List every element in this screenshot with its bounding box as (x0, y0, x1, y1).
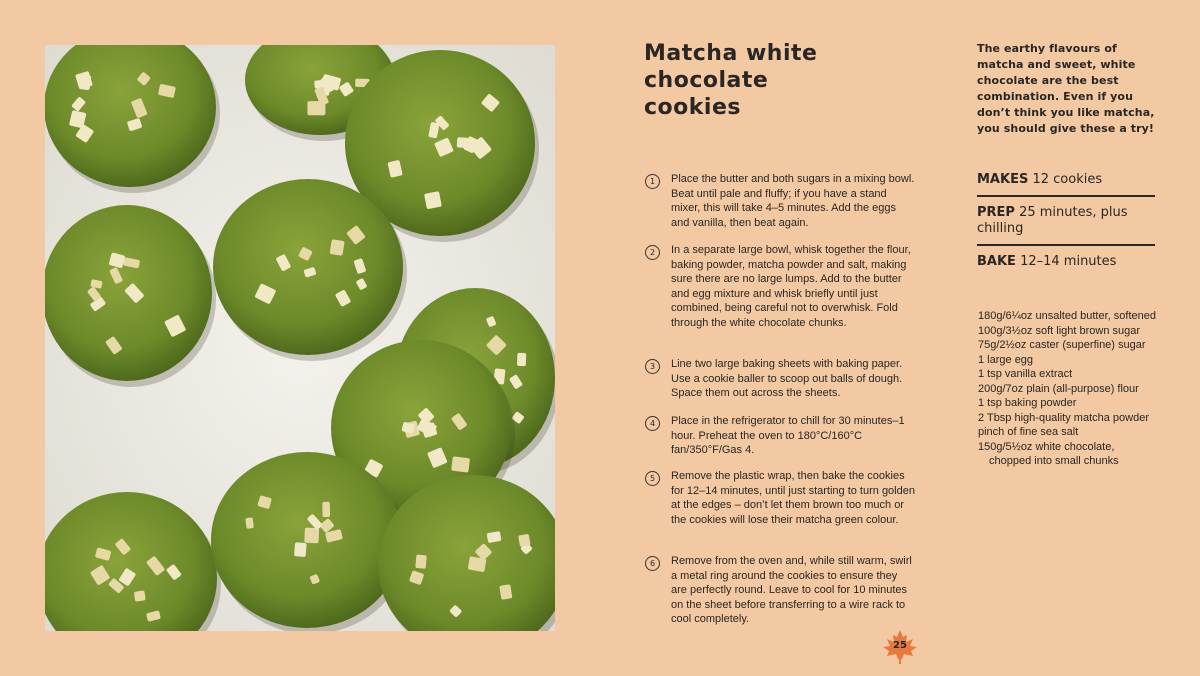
ingredient-item: 1 tsp vanilla extract (978, 368, 1073, 380)
method-step (645, 357, 915, 401)
ingredient-item: 1 large egg (978, 353, 1034, 366)
recipe-info (977, 170, 1155, 277)
prep-label: PREP (977, 205, 1015, 220)
method-step (645, 554, 915, 627)
step-text: Line two large baking sheets with baking paper. Use a cookie baller to scoop out balls of dough. Space them out across the sheets. (671, 358, 903, 400)
step-number-circle: 5 (645, 471, 660, 486)
step-number-circle: 6 (645, 556, 660, 571)
ingredient-item: pinch of fine sea salt (978, 426, 1079, 438)
makes-value: 12 cookies (1032, 172, 1103, 187)
recipe-title: Matcha white chocolate cookies (644, 41, 818, 120)
recipe-intro: The earthy flavours of matcha and sweet, white chocolate are the best combination. Even if you don’t think you like matcha, you should give these a try! (977, 42, 1155, 135)
method-step (645, 243, 915, 331)
step-number-circle: 4 (645, 416, 660, 431)
prep-value: 25 minutes, plus chilling (977, 205, 1128, 236)
bake-value: 12–14 minutes (1020, 254, 1117, 269)
ingredients-list (978, 309, 1158, 469)
ingredient-item: 100g/3½oz soft light brown sugar (978, 324, 1141, 337)
ingredient-item: 200g/7oz plain (all-purpose) flour (978, 382, 1139, 395)
bake-row (977, 246, 1155, 277)
step-text: Remove from the oven and, while still warm, swirl a metal ring around the cookies to ensure they are perfectly round. Leave to cool for 10 minutes on the sheet before transferring to a wire rack to cool completely. (671, 555, 912, 626)
step-text: In a separate large bowl, whisk together the flour, baking powder, matcha powder and salt, making sure there are no large lumps. Add to the butter and egg mixture and whisk briefly until just combined, being careful not to overwhisk. Fold through the white chocolate chunks. (671, 244, 911, 329)
ingredient-item: 180g/6¼oz unsalted butter, softened (978, 310, 1156, 322)
method-step (645, 414, 915, 458)
page-number-badge (882, 629, 918, 665)
cookies-photo (45, 45, 555, 631)
page-number: 25 (893, 640, 907, 651)
step-number-circle: 1 (645, 174, 660, 189)
ingredient-item: 150g/5½oz white chocolate, chopped into small chunks (978, 440, 1119, 467)
bake-label: BAKE (977, 254, 1016, 269)
ingredient-item: 1 tsp baking powder (978, 397, 1077, 409)
step-number-circle: 3 (645, 359, 660, 374)
step-text: Place in the refrigerator to chill for 30 minutes–1 hour. Preheat the oven to 180°C/160°C fan/350°F/Gas 4. (671, 415, 905, 457)
method-step (645, 469, 915, 527)
method-step (645, 172, 915, 230)
makes-label: MAKES (977, 172, 1029, 187)
step-number-circle: 2 (645, 245, 660, 260)
ingredient-item: 2 Tbsp high-quality matcha powder (978, 411, 1150, 424)
cookies-illustration (45, 45, 555, 631)
ingredient-item: 75g/2½oz caster (superfine) sugar (978, 339, 1146, 351)
step-text: Place the butter and both sugars in a mixing bowl. Beat until pale and fluffy; if you have a stand mixer, this will take 4–5 minutes. Add the eggs and vanilla, then beat again. (671, 173, 915, 229)
step-text: Remove the plastic wrap, then bake the cookies for 12–14 minutes, until just starting to turn golden at the edges – don’t let them brown too much or the cookies will lose their matcha green colour. (671, 470, 915, 526)
prep-row (977, 197, 1155, 246)
makes-row (977, 170, 1155, 197)
